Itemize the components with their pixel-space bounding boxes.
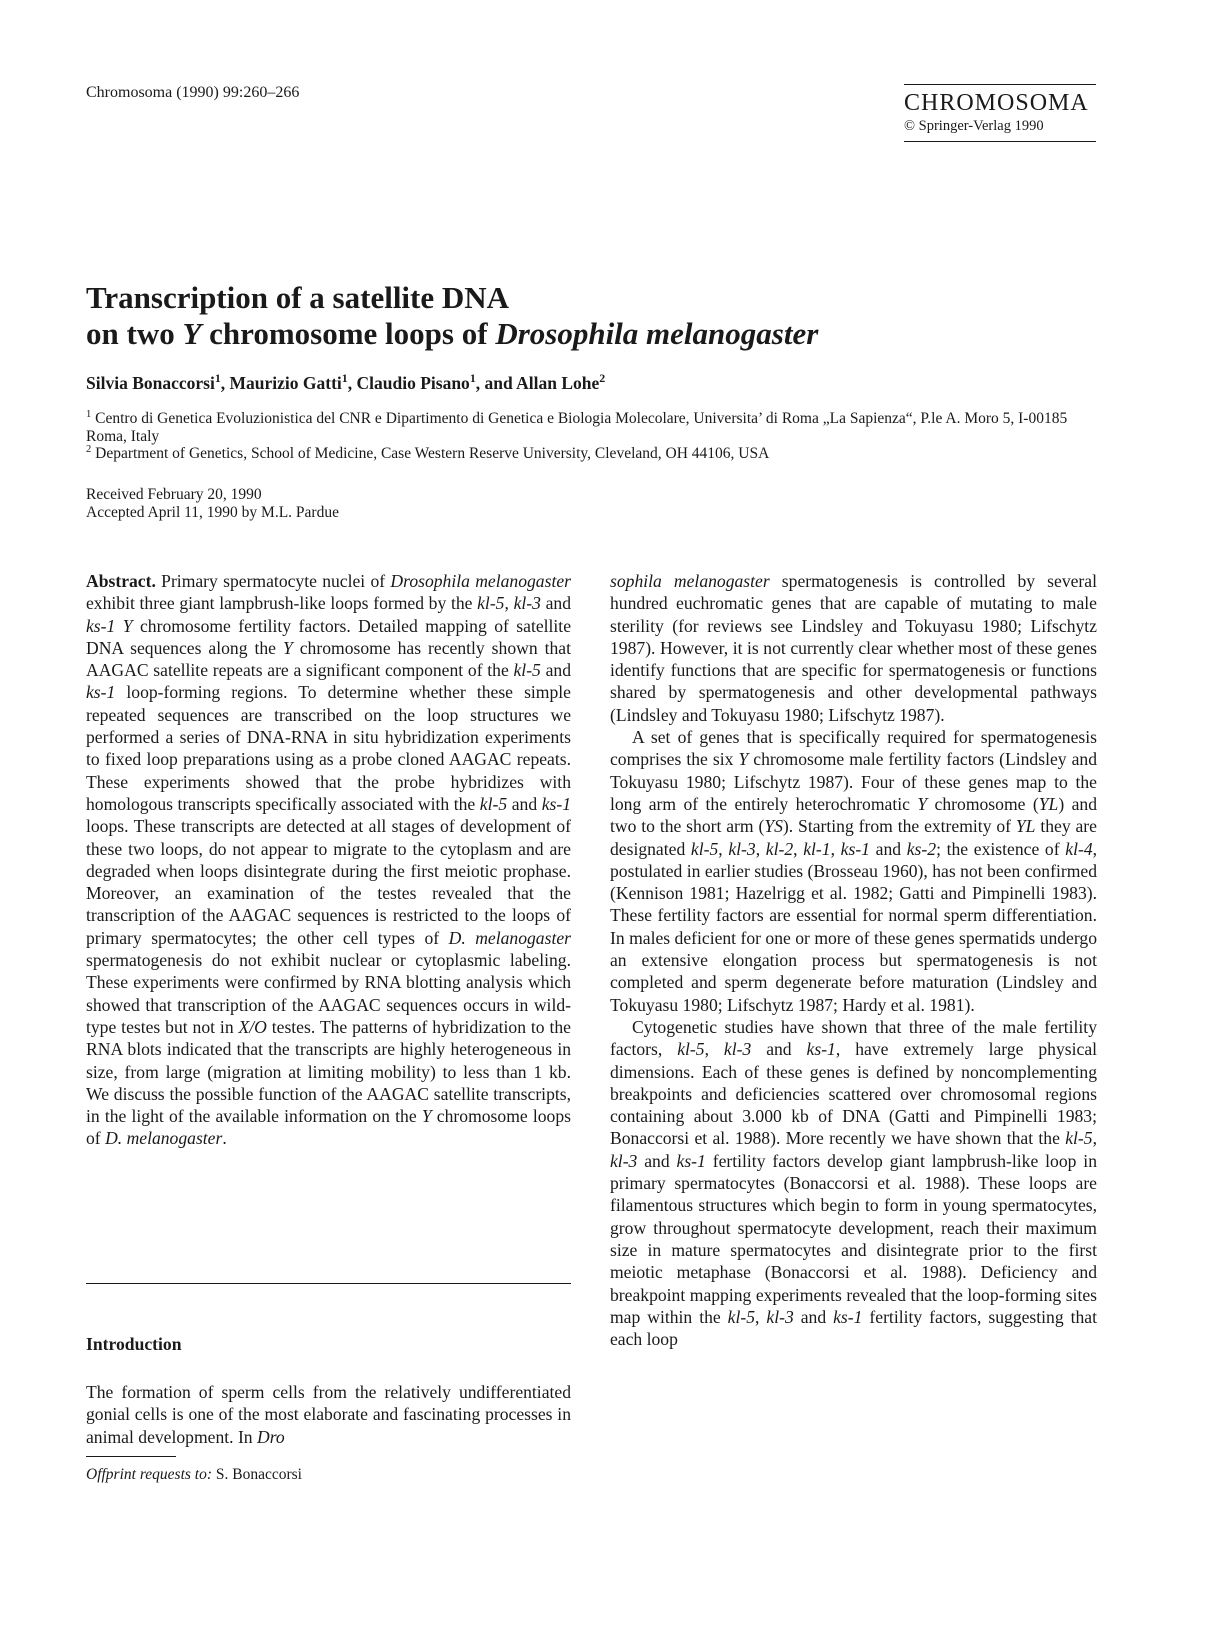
- author-name: Maurizio Gatti: [229, 373, 342, 393]
- footnote-rule: [86, 1456, 176, 1457]
- journal-reference: Chromosoma (1990) 99:260–266: [86, 84, 300, 101]
- paragraph: A set of genes that is specifically required for spermatogenesis comprises the six Y chromosome male fertility factors (Lindsley and Tokuyasu 1980; Lifschytz 1987). Four of these genes map to the long arm of the entirely heterochromatic Y chromosome (YL) and two to the short arm (YS). Starting from the extremity of YL they are designated kl-5, kl-3, kl-2, kl-1, ks-1 and ks-2; the existence of kl-4, postulated in earlier studies (Brosseau 1960), has not been confirmed (Kennison 1981; Hazelrigg et al. 1982; Gatti and Pimpinelli 1983). These fertility factors are essential for normal sperm differentiation. In males deficient for one or more of these genes spermatids undergo an extensive elongation process but spermatogenesis is not completed and sperm degenerate before maturation (Lindsley and Tokuyasu 1980; Lifschytz 1987; Hardy et al. 1981).: [610, 727, 1098, 1015]
- abstract: [86, 570, 571, 1150]
- masthead-bottom-rule: [904, 141, 1096, 142]
- copyright-notice: © Springer-Verlag 1990: [904, 118, 1044, 134]
- journal-name: CHROMOSOMA: [904, 90, 1089, 116]
- masthead-top-rule: [904, 84, 1096, 85]
- accepted-date: Accepted April 11, 1990 by M.L. Pardue: [86, 503, 339, 521]
- abstract-text: Primary spermatocyte nuclei of Drosophila melanogaster exhibit three giant lampbrush-like loops formed by the kl-5, kl-3 and ks-1 Y chromosome fertility factors. Detailed mapping of satellite DNA sequences along the Y chromosome has recently shown that AAGAC satellite repeats are a significant component of the kl-5 and ks-1 loop-forming regions. To determine whether these simple repeated sequences are transcribed on the loop structures we performed a series of DNA-RNA in situ hybridization experiments to fixed loop preparations using as a probe cloned AAGAC repeats. These experiments showed that the probe hybridizes with homologous transcripts specifically associated with the kl-5 and ks-1 loops. These transcripts are detected at all stages of development of these two loops, do not appear to migrate to the cytoplasm and are degraded when loops disintegrate during the first meiotic prophase. Moreover, an examination of the testes revealed that the transcription of the AAGAC sequences is restricted to the loops of primary spermatocytes; the other cell types of D. melanogaster spermatogenesis do not exhibit nuclear or cytoplasmic labeling. These experiments were confirmed by RNA blotting analysis which showed that transcription of the AAGAC sequences occurs in wild-type testes but not in X/O testes. The patterns of hybridization to the RNA blots indicated that the transcripts are highly heterogeneous in size, from large (migration at limiting mobility) to less than 1 kb. We discuss the possible function of the AAGAC satellite transcripts, in the light of the available information on the Y chromosome loops of D. melanogaster.: [86, 571, 571, 1149]
- offprint-footnote: Offprint requests to: S. Bonaccorsi: [86, 1466, 302, 1483]
- received-date: Received February 20, 1990: [86, 486, 262, 503]
- author-list: Silvia Bonaccorsi$^1$, Maurizio Gatti$^1$, Claudio Pisano$^1$, and Allan Lohe$^2$: [86, 371, 606, 393]
- introduction-text: The formation of sperm cells from the relatively undifferentiated gonial cells is one of the most elaborate and fascinating processes in animal development. In Dro: [86, 1382, 571, 1447]
- journal-masthead: [904, 84, 1096, 142]
- title-line-2: on two Y chromosome loops of Drosophila melanogaster: [86, 316, 819, 351]
- affiliation-1: $^1$ Centro di Genetica Evoluzionistica del CNR e Dipartimento di Genetica e Biologia Molecolare, Universita’ di Roma „La Sapienza“, P.le A. Moro 5, I-00185 Roma, Italy: [86, 408, 1068, 445]
- title-line-1: Transcription of a satellite DNA: [86, 280, 510, 315]
- abstract-label: Abstract.: [86, 571, 156, 591]
- author-name: Allan Lohe: [516, 373, 600, 393]
- author-name: Claudio Pisano: [356, 373, 470, 393]
- affiliations: [86, 410, 1098, 463]
- author-name: Silvia Bonaccorsi: [86, 373, 215, 393]
- article-title: [86, 280, 1146, 352]
- paragraph: sophila melanogaster spermatogenesis is controlled by several hundred euchromatic genes that are capable of mutating to male sterility (for reviews see Lindsley and Tokuyasu 1980; Lifschytz 1987). However, it is not currently clear whether most of these genes identify functions that are specific for spermatogenesis or functions shared by spermatogenesis and other developmental pathways (Lindsley and Tokuyasu 1980; Lifschytz 1987).: [610, 571, 1097, 725]
- article-dates: [86, 486, 339, 521]
- section-divider: [86, 1283, 571, 1284]
- affiliation-2: $^2$ Department of Genetics, School of Medicine, Case Western Reserve University, Cleveland, OH 44106, USA: [86, 444, 770, 463]
- introduction-heading: Introduction: [86, 1334, 182, 1354]
- paragraph: Cytogenetic studies have shown that three of the male fertility factors, kl-5, kl-3 and ks-1, have extremely large physical dimensions. Each of these genes is defined by noncomplementing breakpoints and deficiencies scattered over chromosomal regions containing about 3.000 kb of DNA (Gatti and Pimpinelli 1983; Bonaccorsi et al. 1988). More recently we have shown that the kl-5, kl-3 and ks-1 fertility factors develop giant lampbrush-like loop in primary spermatocytes (Bonaccorsi et al. 1988). These loops are filamentous structures which begin to form in young spermatocytes, grow throughout spermatocyte development, reach their maximum size in mature spermatocytes and disintegrate prior to the first meiotic metaphase (Bonaccorsi et al. 1988). Deficiency and breakpoint mapping experiments revealed that the loop-forming sites map within the kl-5, kl-3 and ks-1 fertility factors, suggesting that each loop: [610, 1016, 1098, 1350]
- right-column: [610, 570, 1097, 1350]
